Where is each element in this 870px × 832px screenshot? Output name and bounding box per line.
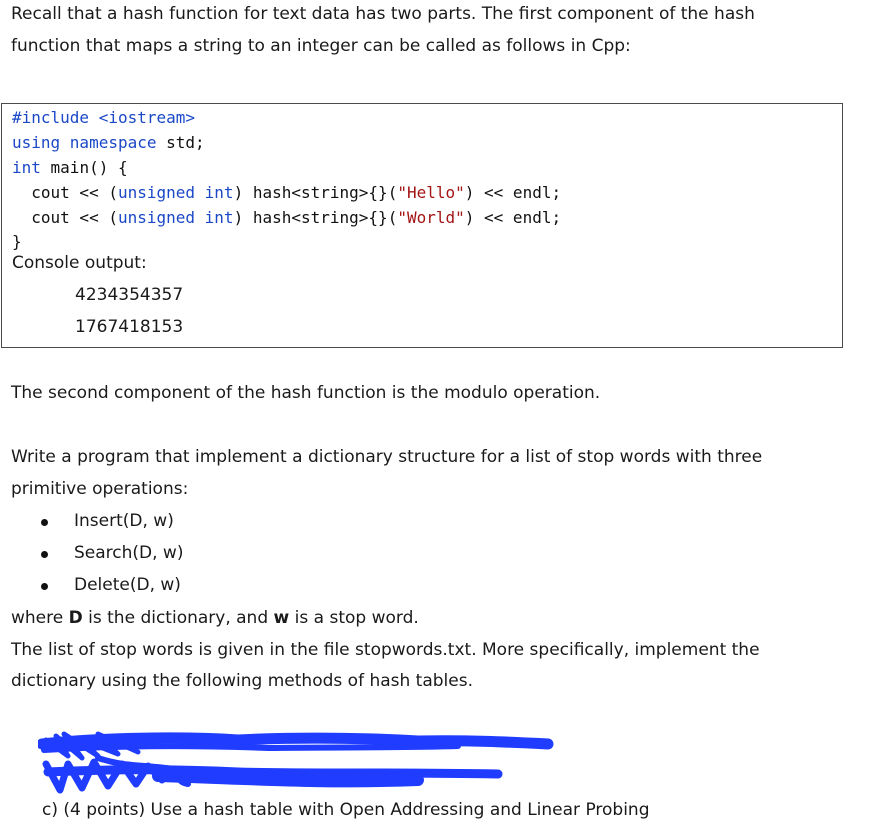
code-box: [1, 103, 843, 348]
task-line-1: Write a program that implement a dictionary structure for a list of stop words with three: [11, 447, 763, 467]
list-line-1: The list of stop words is given in the file stopwords.txt. More specifically, implement the: [11, 640, 760, 660]
second-component-text: The second component of the hash function is the modulo operation.: [11, 383, 601, 403]
console-output-1: 4234354357: [75, 285, 184, 305]
op-insert: Insert(D, w): [74, 511, 174, 531]
bullet-icon: [41, 551, 48, 558]
console-output-2: 1767418153: [75, 317, 184, 337]
intro-line-2: function that maps a string to an integer can be called as follows in Cpp:: [11, 36, 631, 56]
code-line-2: using namespace std;: [12, 133, 205, 152]
bullet-icon: [41, 583, 48, 590]
list-line-2: dictionary using the following methods of hash tables.: [11, 671, 473, 691]
where-line: where D is the dictionary, and w is a stop word.: [11, 608, 419, 628]
redaction-scribble: [38, 728, 558, 798]
code-line-5: cout << (unsigned int) hash<string>{}("World") << endl;: [12, 208, 562, 227]
code-line-3: int main() {: [12, 158, 128, 177]
intro-line-1: Recall that a hash function for text data has two parts. The first component of the hash: [11, 4, 755, 24]
code-line-6: }: [12, 232, 22, 251]
op-search: Search(D, w): [74, 543, 184, 563]
console-output-label: Console output:: [12, 253, 147, 273]
bullet-icon: [41, 519, 48, 526]
item-c: c) (4 points) Use a hash table with Open Addressing and Linear Probing: [42, 800, 650, 820]
task-line-2: primitive operations:: [11, 479, 189, 499]
op-delete: Delete(D, w): [74, 575, 181, 595]
code-line-1: #include <iostream>: [12, 108, 196, 127]
code-line-4: cout << (unsigned int) hash<string>{}("Hello") << endl;: [12, 183, 562, 202]
